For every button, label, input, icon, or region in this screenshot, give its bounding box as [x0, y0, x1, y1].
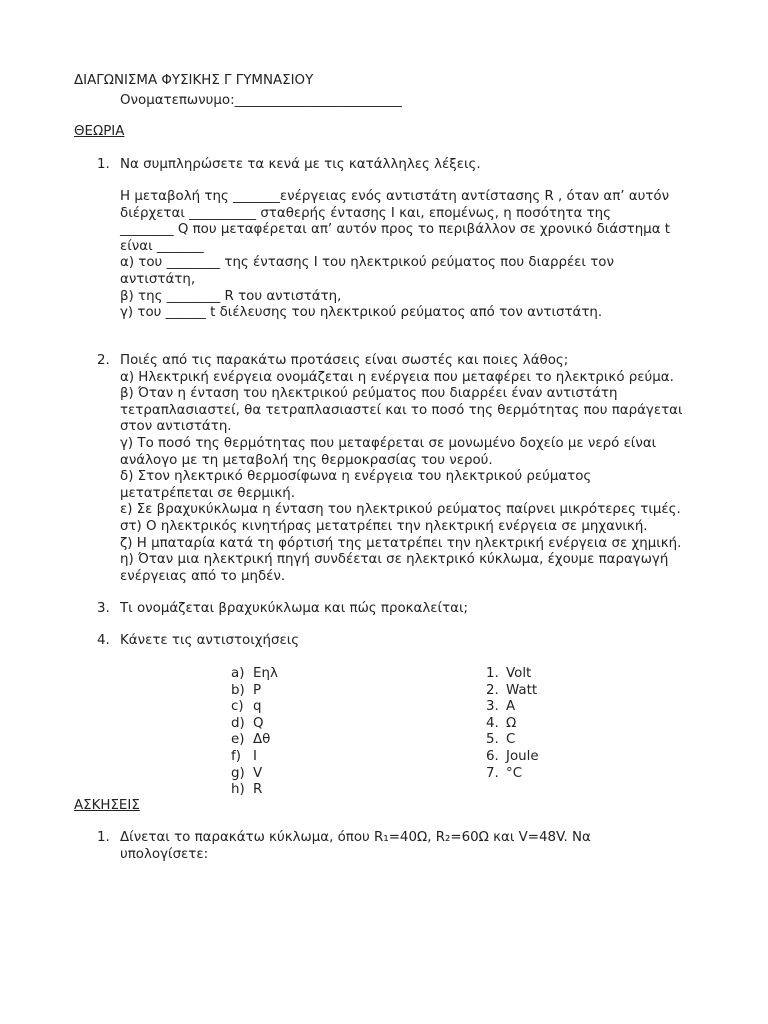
- text-line: ________ Q που μεταφέρεται απ’ αυτόν προς το περιβάλλον σε χρονικό διάστημα t: [120, 222, 671, 238]
- text-line: α) του ________ της έντασης Ι του ηλεκτρικού ρεύματος που διαρρέει τον: [120, 255, 614, 271]
- text-line: στ) Ο ηλεκτρικός κινητήρας μετατρέπει την ηλεκτρική ενέργεια σε μηχανική.: [120, 518, 648, 534]
- text-line: γ) Το ποσό της θερμότητας που μεταφέρεται σε μονωμένο δοχείο με νερό είναι: [120, 435, 657, 451]
- exercise-1-text: [120, 830, 591, 863]
- text-line: β) Όταν η ένταση του ηλεκτρικού ρεύματος που διαρρέει έναν αντιστάτη: [120, 386, 618, 402]
- name-blank: _________________________: [234, 93, 402, 108]
- list-item: c) q: [231, 699, 262, 715]
- question-1-text: [120, 189, 670, 322]
- list-item: g) V: [231, 765, 263, 781]
- list-item: d) Q: [231, 715, 264, 731]
- list-item: b) P: [231, 682, 262, 698]
- text-line: είναι _______: [120, 238, 204, 254]
- text-line: ε) Σε βραχυκύκλωμα η ένταση του ηλεκτρικού ρεύματος παίρνει μικρότερες τιμές.: [120, 502, 681, 518]
- section-theory-heading: ΘΕΩΡΙΑ: [74, 124, 125, 139]
- text-line: β) της ________ R του αντιστάτη,: [120, 288, 342, 304]
- text-line: μετατρέπεται σε θερμική.: [120, 485, 296, 501]
- text-line: στον αντιστάτη.: [120, 419, 232, 435]
- text-line: τετραπλασιαστεί, θα τετραπλασιαστεί και το ποσό της θερμότητας που παράγεται: [120, 402, 683, 418]
- question-number: 4.: [97, 633, 110, 648]
- question-3-text: Τι ονομάζεται βραχυκύκλωμα και πώς προκαλείται;: [120, 601, 468, 616]
- question-4-text: Κάνετε τις αντιστοιχήσεις: [120, 633, 300, 648]
- question-number: 2.: [97, 353, 110, 368]
- question-number: 1.: [97, 157, 110, 172]
- text-line: Η μεταβολή της _______ενέργειας ενός αντιστάτη αντίστασης R , όταν απ’ αυτόν: [120, 189, 670, 204]
- text-line: δ) Στον ηλεκτρικό θερμοσίφωνα η ενέργεια του ηλεκτρικού ρεύματος: [120, 469, 592, 485]
- list-item: 5. C: [486, 732, 516, 748]
- list-item: 1. Volt: [486, 666, 532, 681]
- list-item: h) R: [231, 782, 263, 798]
- text-line: ζ) Η μπαταρία κατά τη φόρτισή της μετατρέπει την ηλεκτρική ενέργεια σε χημική.: [120, 535, 682, 551]
- text-line: Ποιές από τις παρακάτω προτάσεις είναι σωστές και ποιες λάθος;: [120, 353, 569, 368]
- name-field-line: [120, 93, 402, 110]
- question-number: 3.: [97, 601, 110, 616]
- section-exercises-heading: ΑΣΚΗΣΕΙΣ: [74, 798, 140, 813]
- text-line: ενέργειας από το μηδέν.: [120, 568, 286, 584]
- matching-units-list: [486, 666, 539, 782]
- text-line: γ) του ______ t διέλευσης του ηλεκτρικού ρεύματος από τον αντιστάτη.: [120, 305, 603, 321]
- list-item: 6. Joule: [486, 748, 539, 764]
- list-item: 4. Ω: [486, 715, 517, 731]
- question-1-prompt: Να συμπληρώσετε τα κενά με τις κατάλληλες λέξεις.: [120, 157, 481, 172]
- text-line: Δίνεται το παρακάτω κύκλωμα, όπου R₁=40Ω, R₂=60Ω και V=48V. Να: [120, 830, 591, 845]
- document-title: ΔΙΑΓΩΝΙΣΜΑ ΦΥΣΙΚΗΣ Γ ΓΥΜΝΑΣΙΟΥ: [74, 73, 314, 88]
- question-number: 1.: [97, 830, 110, 845]
- text-line: αντιστάτη,: [120, 271, 196, 287]
- list-item: 7. °C: [486, 765, 523, 781]
- text-line: ανάλογο με τη μεταβολή της θερμοκρασίας του νερού.: [120, 452, 493, 468]
- text-line: η) Όταν μια ηλεκτρική πηγή συνδέεται σε ηλεκτρικό κύκλωμα, έχουμε παραγωγή: [120, 552, 669, 568]
- text-line: υπολογίσετε:: [120, 846, 209, 862]
- list-item: 2. Watt: [486, 682, 538, 698]
- matching-quantities-list: [231, 666, 278, 799]
- question-2-text: [120, 353, 683, 585]
- list-item: e) Δθ: [231, 732, 271, 748]
- text-line: διέρχεται __________ σταθερής έντασης Ι και, επομένως, η ποσότητα της: [120, 205, 611, 221]
- list-item: f) I: [231, 748, 257, 764]
- name-label: Ονοματεπωνυμο:: [120, 93, 235, 108]
- text-line: α) Ηλεκτρική ενέργεια ονομάζεται η ενέργεια που μεταφέρει το ηλεκτρικό ρεύμα.: [120, 369, 674, 385]
- list-item: 3. A: [486, 699, 516, 715]
- list-item: a) Εηλ: [231, 666, 278, 681]
